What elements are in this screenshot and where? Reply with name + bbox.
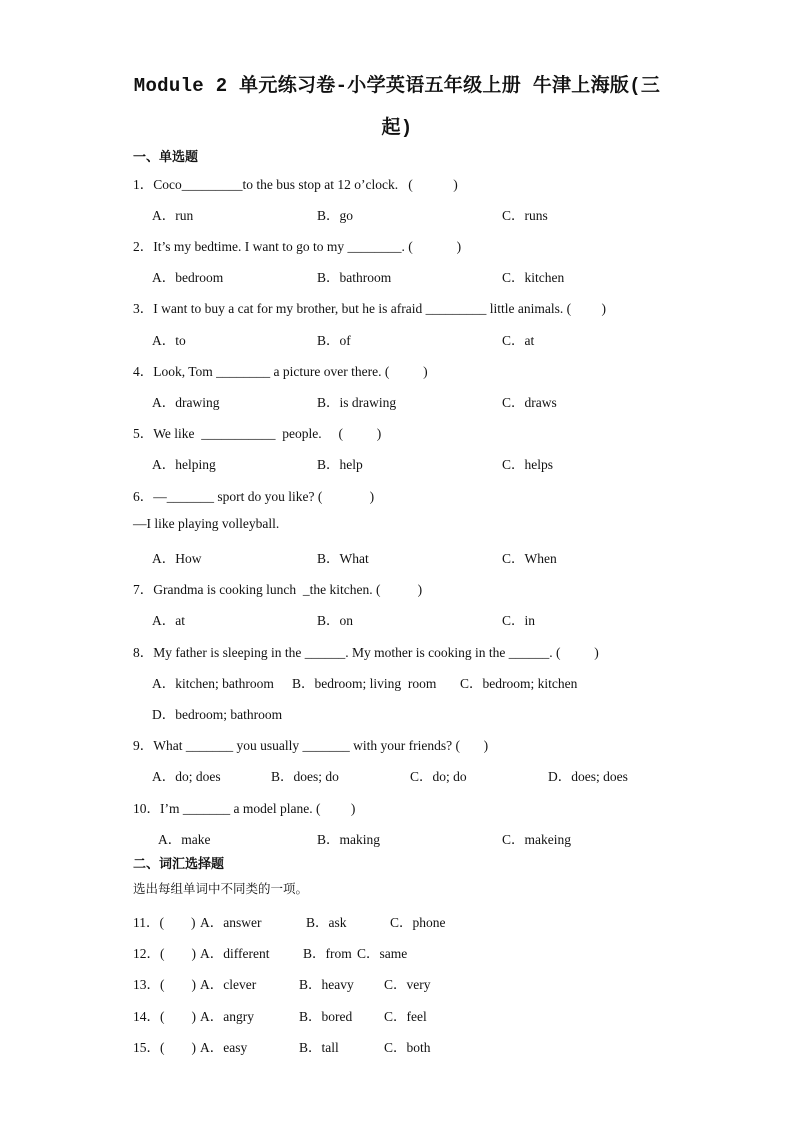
question-5-option-a[interactable]: A．helping xyxy=(152,457,216,472)
question-10-option-b[interactable]: B．making xyxy=(317,832,380,847)
question-9-option-a[interactable]: A．do; does xyxy=(152,769,221,784)
vocab-15-number[interactable]: 15．( ) xyxy=(133,1040,196,1055)
vocab-15-option-c[interactable]: C．both xyxy=(384,1040,431,1055)
vocab-13-number[interactable]: 13．( ) xyxy=(133,977,196,992)
section-heading-vocab: 二、词汇选择题 xyxy=(133,857,225,872)
question-6-option-a[interactable]: A．How xyxy=(152,551,202,566)
question-3-option-b[interactable]: B．of xyxy=(317,333,351,348)
question-1-option-a[interactable]: A．run xyxy=(152,208,194,223)
question-7-option-c[interactable]: C．in xyxy=(502,613,536,628)
question-3-option-c[interactable]: C．at xyxy=(502,333,535,348)
vocab-14-option-b[interactable]: B．bored xyxy=(299,1009,353,1024)
question-3-option-a[interactable]: A．to xyxy=(152,333,186,348)
question-7-option-b[interactable]: B．on xyxy=(317,613,354,628)
question-9-option-b[interactable]: B．does; do xyxy=(271,769,339,784)
section-heading-single-choice: 一、单选题 xyxy=(133,150,199,165)
question-4-option-b[interactable]: B．is drawing xyxy=(317,395,397,410)
vocab-11-option-a[interactable]: A．answer xyxy=(200,915,262,930)
question-9-stem: 9．What _______ you usually _______ with your friends? ( ) xyxy=(133,738,489,753)
vocab-15-option-b[interactable]: B．tall xyxy=(299,1040,339,1055)
vocab-instruction: 选出每组单词中不同类的一项。 xyxy=(133,881,309,896)
question-4-option-a[interactable]: A．drawing xyxy=(152,395,220,410)
question-2-option-a[interactable]: A．bedroom xyxy=(152,270,224,285)
question-1-option-b[interactable]: B．go xyxy=(317,208,354,223)
question-1-stem: 1．Coco_________to the bus stop at 12 o’clock. ( ) xyxy=(133,177,458,192)
question-9-option-c[interactable]: C．do; do xyxy=(410,769,467,784)
question-2-option-b[interactable]: B．bathroom xyxy=(317,270,392,285)
question-10-stem: 10．I’m _______ a model plane. ( ) xyxy=(133,801,356,816)
question-8-stem: 8．My father is sleeping in the ______. My mother is cooking in the ______. ( ) xyxy=(133,645,599,660)
question-8-option-b[interactable]: B．bedroom; living room xyxy=(292,676,437,691)
question-5-option-c[interactable]: C．helps xyxy=(502,457,554,472)
question-5-stem: 5．We like ___________ people. ( ) xyxy=(133,426,382,441)
question-9-option-d[interactable]: D．does; does xyxy=(548,769,628,784)
vocab-14-number[interactable]: 14．( ) xyxy=(133,1009,196,1024)
question-10-option-a[interactable]: A．make xyxy=(158,832,211,847)
vocab-12-option-c[interactable]: C．same xyxy=(357,946,408,961)
question-8-option-a[interactable]: A．kitchen; bathroom xyxy=(152,676,274,691)
question-6-response: —I like playing volleyball. xyxy=(133,516,280,531)
vocab-13-option-a[interactable]: A．clever xyxy=(200,977,257,992)
vocab-14-option-c[interactable]: C．feel xyxy=(384,1009,427,1024)
vocab-11-number[interactable]: 11．( ) xyxy=(133,915,196,930)
vocab-11-option-b[interactable]: B．ask xyxy=(306,915,347,930)
vocab-14-option-a[interactable]: A．angry xyxy=(200,1009,254,1024)
question-5-option-b[interactable]: B．help xyxy=(317,457,363,472)
question-1-option-c[interactable]: C．runs xyxy=(502,208,548,223)
vocab-12-option-a[interactable]: A．different xyxy=(200,946,270,961)
vocab-13-option-c[interactable]: C．very xyxy=(384,977,431,992)
vocab-15-option-a[interactable]: A．easy xyxy=(200,1040,248,1055)
question-6-option-b[interactable]: B．What xyxy=(317,551,369,566)
vocab-11-option-c[interactable]: C．phone xyxy=(390,915,446,930)
title-line-2: 起) xyxy=(381,117,413,139)
question-10-option-c[interactable]: C．makeing xyxy=(502,832,571,847)
vocab-12-number[interactable]: 12．( ) xyxy=(133,946,196,961)
question-7-option-a[interactable]: A．at xyxy=(152,613,185,628)
question-7-stem: 7．Grandma is cooking lunch _the kitchen. ( ) xyxy=(133,582,423,597)
vocab-12-option-b[interactable]: B．from xyxy=(303,946,352,961)
question-3-stem: 3．I want to buy a cat for my brother, but he is afraid _________ little animals. ( ) xyxy=(133,301,606,316)
question-4-stem: 4．Look, Tom ________ a picture over there. ( ) xyxy=(133,364,428,379)
question-2-option-c[interactable]: C．kitchen xyxy=(502,270,565,285)
title-line-1: Module 2 单元练习卷-小学英语五年级上册 牛津上海版(三 xyxy=(133,75,661,97)
question-8-option-c[interactable]: C．bedroom; kitchen xyxy=(460,676,578,691)
question-2-stem: 2．It’s my bedtime. I want to go to my ________. ( ) xyxy=(133,239,462,254)
question-6-stem: 6．—_______ sport do you like? ( ) xyxy=(133,489,375,504)
question-8-option-d[interactable]: D．bedroom; bathroom xyxy=(152,707,283,722)
question-6-option-c[interactable]: C．When xyxy=(502,551,557,566)
question-4-option-c[interactable]: C．draws xyxy=(502,395,557,410)
vocab-13-option-b[interactable]: B．heavy xyxy=(299,977,354,992)
